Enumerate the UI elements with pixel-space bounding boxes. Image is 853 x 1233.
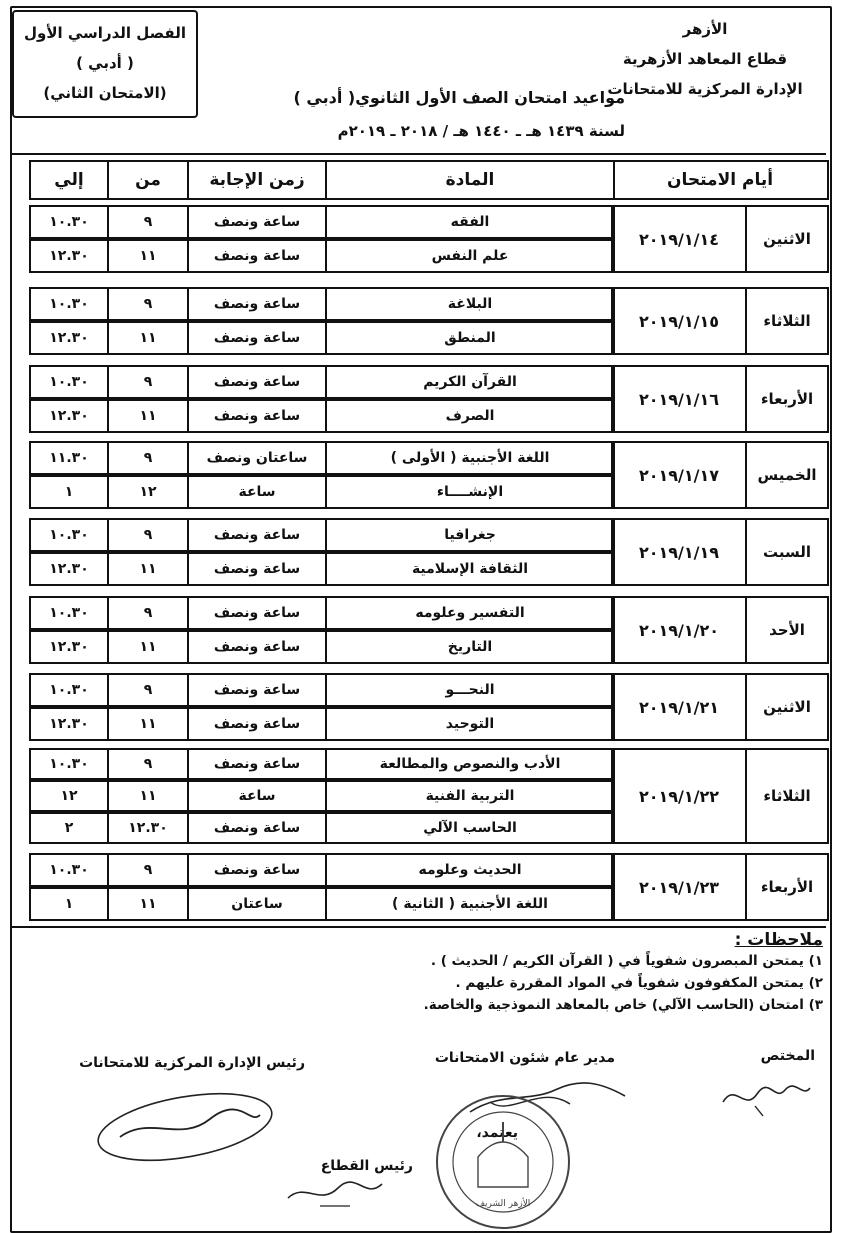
from-cell: ١١ <box>107 887 189 921</box>
duration-cell: ساعة <box>187 475 327 509</box>
exam-date: ٢٠١٩/١/١٤ <box>611 205 747 273</box>
note-item: ٣) امتحان (الحاسب الآلي) خاص بالمعاهد النموذجية والخاصة. <box>423 997 823 1013</box>
semester-box <box>12 10 198 118</box>
subject-cell: التوحيد <box>325 707 615 741</box>
from-cell: ٩ <box>107 748 189 780</box>
duration-cell: ساعة ونصف <box>187 748 327 780</box>
day-group <box>0 673 853 741</box>
to-cell: ١ <box>29 475 109 509</box>
from-cell: ٩ <box>107 518 189 552</box>
from-cell: ٩ <box>107 673 189 707</box>
header-subject: المادة <box>325 160 615 200</box>
table-row <box>0 205 853 239</box>
header-to: إلي <box>29 160 109 200</box>
subject-cell: الحديث وعلومه <box>325 853 615 887</box>
table-row <box>0 441 853 475</box>
subject-cell: الفقه <box>325 205 615 239</box>
subject-cell: اللغة الأجنبية ( الأولى ) <box>325 441 615 475</box>
table-row <box>0 287 853 321</box>
day-name: الاثنين <box>745 673 829 741</box>
to-cell: ١٠.٣٠ <box>29 205 109 239</box>
table-row <box>0 596 853 630</box>
duration-cell: ساعة ونصف <box>187 399 327 433</box>
head-sector-label: رئيس القطاع <box>320 1158 413 1174</box>
head-central-label: رئيس الإدارة المركزية للامتحانات <box>79 1055 305 1071</box>
table-row <box>0 812 853 844</box>
from-cell: ٩ <box>107 287 189 321</box>
header-divider <box>12 153 826 155</box>
to-cell: ١٢.٣٠ <box>29 399 109 433</box>
org-line-3: الإدارة المركزية للامتحانات <box>607 80 803 98</box>
from-cell: ١١ <box>107 239 189 273</box>
to-cell: ١٢.٣٠ <box>29 630 109 664</box>
duration-cell: ساعة ونصف <box>187 239 327 273</box>
table-row <box>0 887 853 921</box>
specialist-label: المختص <box>760 1048 815 1064</box>
day-group <box>0 853 853 921</box>
day-group <box>0 518 853 586</box>
to-cell: ١٢.٣٠ <box>29 239 109 273</box>
to-cell: ١٠.٣٠ <box>29 287 109 321</box>
table-row <box>0 853 853 887</box>
from-cell: ١١ <box>107 630 189 664</box>
header-duration: زمن الإجابة <box>187 160 327 200</box>
table-row <box>0 399 853 433</box>
from-cell: ١٢.٣٠ <box>107 812 189 844</box>
day-name: الأربعاء <box>745 853 829 921</box>
day-group <box>0 441 853 509</box>
table-row <box>0 365 853 399</box>
to-cell: ١٠.٣٠ <box>29 518 109 552</box>
to-cell: ١١.٣٠ <box>29 441 109 475</box>
note-item: ٢) يمتحن المكفوفون شفوياً في المواد المقررة عليهم . <box>455 975 823 991</box>
exam-date: ٢٠١٩/١/١٧ <box>611 441 747 509</box>
notes-section <box>23 930 823 1016</box>
header-days: أيام الامتحان <box>611 160 829 200</box>
subject-cell: المنطق <box>325 321 615 355</box>
duration-cell: ساعة ونصف <box>187 518 327 552</box>
table-row <box>0 518 853 552</box>
head-sector-signature <box>280 1170 390 1215</box>
semester-line-1: الفصل الدراسي الأول <box>24 24 186 42</box>
table-bottom-divider <box>12 926 826 928</box>
exam-date: ٢٠١٩/١/١٩ <box>611 518 747 586</box>
day-name: الأحد <box>745 596 829 664</box>
duration-cell: ساعة ونصف <box>187 630 327 664</box>
from-cell: ٩ <box>107 853 189 887</box>
from-cell: ١١ <box>107 552 189 586</box>
subject-cell: علم النفس <box>325 239 615 273</box>
duration-cell: ساعة ونصف <box>187 205 327 239</box>
subject-cell: اللغة الأجنبية ( الثانية ) <box>325 887 615 921</box>
table-row <box>0 748 853 780</box>
subject-cell: جغرافيا <box>325 518 615 552</box>
academic-year: لسنة ١٤٣٩ هـ ـ ١٤٤٠ هـ / ٢٠١٨ ـ ٢٠١٩م <box>337 122 625 140</box>
to-cell: ١٢ <box>29 780 109 812</box>
subject-cell: التربية الفنية <box>325 780 615 812</box>
from-cell: ٩ <box>107 441 189 475</box>
day-group <box>0 365 853 433</box>
org-line-1: الأزهر <box>682 20 728 38</box>
day-name: السبت <box>745 518 829 586</box>
to-cell: ١٠.٣٠ <box>29 596 109 630</box>
from-cell: ١١ <box>107 399 189 433</box>
page-title: مواعيد امتحان الصف الأول الثانوي( أدبي ) <box>293 88 625 107</box>
duration-cell: ساعة ونصف <box>187 552 327 586</box>
notes-title: ملاحظات : <box>734 930 823 950</box>
subject-cell: القرآن الكريم <box>325 365 615 399</box>
org-line-2: قطاع المعاهد الأزهرية <box>622 50 788 68</box>
from-cell: ١٢ <box>107 475 189 509</box>
to-cell: ١٢.٣٠ <box>29 707 109 741</box>
from-cell: ١١ <box>107 321 189 355</box>
from-cell: ٩ <box>107 205 189 239</box>
exam-date: ٢٠١٩/١/٢٠ <box>611 596 747 664</box>
from-cell: ١١ <box>107 707 189 741</box>
day-group <box>0 205 853 273</box>
table-row <box>0 552 853 586</box>
day-group <box>0 596 853 664</box>
duration-cell: ساعة <box>187 780 327 812</box>
duration-cell: ساعتان ونصف <box>187 441 327 475</box>
duration-cell: ساعة ونصف <box>187 707 327 741</box>
duration-cell: ساعة ونصف <box>187 321 327 355</box>
official-stamp <box>418 1082 588 1232</box>
subject-cell: التفسير وعلومه <box>325 596 615 630</box>
subject-cell: البلاغة <box>325 287 615 321</box>
semester-line-2: ( أدبي ) <box>76 54 134 72</box>
subject-cell: النحـــو <box>325 673 615 707</box>
head-central-signature <box>90 1085 280 1175</box>
day-group <box>0 748 853 844</box>
day-name: الخميس <box>745 441 829 509</box>
approved-label: يعتمد، <box>476 1125 518 1141</box>
to-cell: ٢ <box>29 812 109 844</box>
day-name: الاثنين <box>745 205 829 273</box>
day-group <box>0 287 853 355</box>
table-row <box>0 707 853 741</box>
to-cell: ١٠.٣٠ <box>29 673 109 707</box>
to-cell: ١٠.٣٠ <box>29 748 109 780</box>
subject-cell: الصرف <box>325 399 615 433</box>
day-name: الأربعاء <box>745 365 829 433</box>
to-cell: ١٢.٣٠ <box>29 321 109 355</box>
to-cell: ١٠.٣٠ <box>29 853 109 887</box>
to-cell: ١٢.٣٠ <box>29 552 109 586</box>
duration-cell: ساعتان <box>187 887 327 921</box>
duration-cell: ساعة ونصف <box>187 812 327 844</box>
organization-header <box>595 14 815 104</box>
stamp-text: الأزهر الشريف <box>475 1199 531 1209</box>
to-cell: ١٠.٣٠ <box>29 365 109 399</box>
exam-date: ٢٠١٩/١/١٥ <box>611 287 747 355</box>
subject-cell: التاريخ <box>325 630 615 664</box>
director-label: مدير عام شئون الامتحانات <box>434 1050 615 1066</box>
from-cell: ١١ <box>107 780 189 812</box>
subject-cell: الإنشــــاء <box>325 475 615 509</box>
semester-line-3: (الامتحان الثاني) <box>43 84 167 102</box>
day-name: الثلاثاء <box>745 748 829 844</box>
table-row <box>0 475 853 509</box>
table-row <box>0 630 853 664</box>
duration-cell: ساعة ونصف <box>187 673 327 707</box>
duration-cell: ساعة ونصف <box>187 287 327 321</box>
note-item: ١) يمتحن المبصرون شفوياً في ( القرآن الكريم / الحديث ) . <box>430 953 823 969</box>
exam-date: ٢٠١٩/١/٢٣ <box>611 853 747 921</box>
subject-cell: الأدب والنصوص والمطالعة <box>325 748 615 780</box>
duration-cell: ساعة ونصف <box>187 596 327 630</box>
table-row <box>0 321 853 355</box>
specialist-signature <box>715 1072 815 1122</box>
day-name: الثلاثاء <box>745 287 829 355</box>
from-cell: ٩ <box>107 596 189 630</box>
to-cell: ١ <box>29 887 109 921</box>
subject-cell: الحاسب الآلي <box>325 812 615 844</box>
subject-cell: الثقافة الإسلامية <box>325 552 615 586</box>
exam-date: ٢٠١٩/١/٢١ <box>611 673 747 741</box>
exam-date: ٢٠١٩/١/٢٢ <box>611 748 747 844</box>
table-row <box>0 673 853 707</box>
exam-date: ٢٠١٩/١/١٦ <box>611 365 747 433</box>
from-cell: ٩ <box>107 365 189 399</box>
table-row <box>0 239 853 273</box>
header-from: من <box>107 160 189 200</box>
duration-cell: ساعة ونصف <box>187 853 327 887</box>
table-row <box>0 780 853 812</box>
duration-cell: ساعة ونصف <box>187 365 327 399</box>
